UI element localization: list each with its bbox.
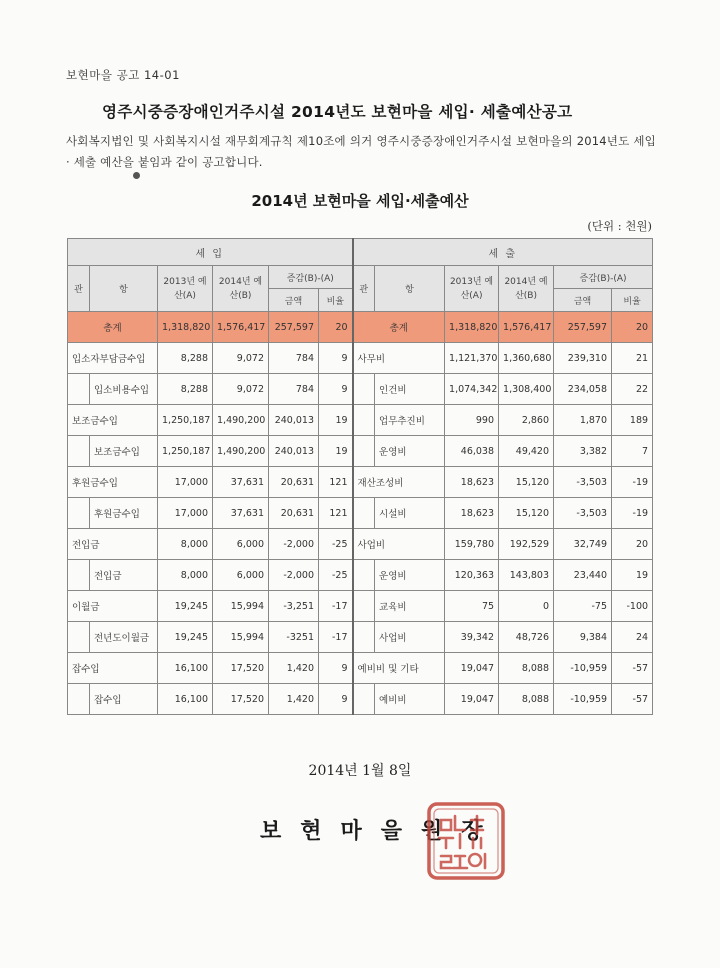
exp-total-label: 총계 <box>353 312 445 343</box>
exp-hang-cell: 업무추진비 <box>375 405 445 436</box>
exp-change-ratio-cell: -19 <box>612 467 653 498</box>
table-title: 2014년 보현마을 세입·세출예산 <box>251 192 469 210</box>
exp-gwan-cell <box>353 498 375 529</box>
rev-2014-cell: 17,520 <box>213 684 269 715</box>
rev-change-amount-cell: 1,420 <box>269 653 319 684</box>
exp-2014-header: 2014년 예산(B) <box>499 266 554 312</box>
exp-total-change: 257,597 <box>554 312 612 343</box>
rev-2013-cell: 16,100 <box>158 684 213 715</box>
total-row <box>68 312 653 343</box>
table-row <box>68 374 653 405</box>
exp-2014-cell: 2,860 <box>499 405 554 436</box>
exp-2013-cell: 19,047 <box>445 684 499 715</box>
exp-gwan-cell: 예비비 및 기타 <box>353 653 445 684</box>
exp-2014-cell: 192,529 <box>499 529 554 560</box>
exp-change-ratio-cell: 189 <box>612 405 653 436</box>
ink-dot <box>133 172 140 179</box>
rev-hang-cell: 잡수입 <box>90 684 158 715</box>
table-row <box>68 405 653 436</box>
rev-change-header: 증감(B)-(A) <box>269 266 353 289</box>
exp-change-amount-cell: 239,310 <box>554 343 612 374</box>
announcement-date: 2014년 1월 8일 <box>308 763 412 779</box>
document-title: 영주시중증장애인거주시설 2014년도 보현마을 세입· 세출예산공고 <box>102 103 573 121</box>
exp-gwan-cell <box>353 436 375 467</box>
exp-change-amount-cell: -3,503 <box>554 498 612 529</box>
exp-change-amount-cell: 234,058 <box>554 374 612 405</box>
rev-hang-cell: 후원금수입 <box>90 498 158 529</box>
exp-2013-cell: 159,780 <box>445 529 499 560</box>
rev-2014-header: 2014년 예산(B) <box>213 266 269 312</box>
rev-2014-cell: 6,000 <box>213 529 269 560</box>
exp-2014-cell: 1,360,680 <box>499 343 554 374</box>
rev-change-ratio-cell: -17 <box>319 622 353 653</box>
rev-ratio-header: 비율 <box>319 289 353 312</box>
exp-hang-cell: 예비비 <box>375 684 445 715</box>
exp-2013-cell: 120,363 <box>445 560 499 591</box>
rev-gwan-cell: 보조금수입 <box>68 405 158 436</box>
rev-change-ratio-cell: 9 <box>319 374 353 405</box>
rev-2014-cell: 1,490,200 <box>213 405 269 436</box>
rev-total-change: 257,597 <box>269 312 319 343</box>
exp-change-ratio-cell: 7 <box>612 436 653 467</box>
exp-2014-cell: 0 <box>499 591 554 622</box>
exp-gwan-cell <box>353 560 375 591</box>
exp-2014-cell: 48,726 <box>499 622 554 653</box>
expense-header: 세 출 <box>353 239 653 266</box>
rev-change-amount-cell: -3251 <box>269 622 319 653</box>
exp-change-ratio-cell: -57 <box>612 653 653 684</box>
rev-gwan-cell: 후원금수입 <box>68 467 158 498</box>
exp-change-amount-cell: 23,440 <box>554 560 612 591</box>
exp-2014-cell: 1,308,400 <box>499 374 554 405</box>
exp-hang-cell: 인건비 <box>375 374 445 405</box>
exp-2013-cell: 1,121,370 <box>445 343 499 374</box>
table-row <box>68 343 653 374</box>
rev-2013-cell: 16,100 <box>158 653 213 684</box>
rev-gwan-cell <box>68 498 90 529</box>
exp-amount-header: 금액 <box>554 289 612 312</box>
exp-change-amount-cell: -10,959 <box>554 684 612 715</box>
rev-gwan-header: 관 <box>68 266 90 312</box>
rev-change-amount-cell: 1,420 <box>269 684 319 715</box>
rev-2014-cell: 15,994 <box>213 591 269 622</box>
exp-gwan-cell <box>353 591 375 622</box>
rev-hang-header: 항 <box>90 266 158 312</box>
exp-2014-cell: 8,088 <box>499 684 554 715</box>
exp-2013-cell: 18,623 <box>445 467 499 498</box>
rev-gwan-cell: 입소자부담금수입 <box>68 343 158 374</box>
rev-2013-cell: 1,250,187 <box>158 405 213 436</box>
rev-change-ratio-cell: 121 <box>319 467 353 498</box>
exp-2014-cell: 15,120 <box>499 498 554 529</box>
exp-hang-cell: 운영비 <box>375 560 445 591</box>
rev-gwan-cell <box>68 560 90 591</box>
rev-gwan-cell <box>68 374 90 405</box>
rev-2013-cell: 8,000 <box>158 560 213 591</box>
signatory: 보현마을원장 <box>260 818 502 844</box>
table-row <box>68 529 653 560</box>
exp-change-ratio-cell: -19 <box>612 498 653 529</box>
rev-gwan-cell <box>68 436 90 467</box>
unit-label: (단위 : 천원) <box>587 219 652 233</box>
exp-total-2014: 1,576,417 <box>499 312 554 343</box>
exp-gwan-cell <box>353 374 375 405</box>
rev-2014-cell: 17,520 <box>213 653 269 684</box>
table-row <box>68 591 653 622</box>
exp-2013-cell: 1,074,342 <box>445 374 499 405</box>
exp-2013-cell: 39,342 <box>445 622 499 653</box>
rev-change-amount-cell: 240,013 <box>269 405 319 436</box>
rev-2014-cell: 37,631 <box>213 498 269 529</box>
rev-2013-cell: 8,288 <box>158 343 213 374</box>
rev-change-amount-cell: -2,000 <box>269 560 319 591</box>
rev-change-amount-cell: 20,631 <box>269 498 319 529</box>
exp-change-ratio-cell: 21 <box>612 343 653 374</box>
rev-2013-cell: 8,288 <box>158 374 213 405</box>
table-row <box>68 684 653 715</box>
rev-2014-cell: 15,994 <box>213 622 269 653</box>
rev-2014-cell: 37,631 <box>213 467 269 498</box>
rev-change-amount-cell: -3,251 <box>269 591 319 622</box>
rev-change-ratio-cell: 19 <box>319 405 353 436</box>
notice-number: 보현마을 공고 14-01 <box>66 68 180 82</box>
rev-change-ratio-cell: -25 <box>319 560 353 591</box>
rev-gwan-cell: 전입금 <box>68 529 158 560</box>
rev-change-ratio-cell: 9 <box>319 684 353 715</box>
table-row <box>68 436 653 467</box>
exp-hang-cell: 운영비 <box>375 436 445 467</box>
exp-hang-header: 항 <box>375 266 445 312</box>
exp-2014-cell: 49,420 <box>499 436 554 467</box>
exp-gwan-cell <box>353 684 375 715</box>
rev-2013-header: 2013년 예산(A) <box>158 266 213 312</box>
exp-change-ratio-cell: -100 <box>612 591 653 622</box>
rev-gwan-cell <box>68 622 90 653</box>
rev-change-amount-cell: 784 <box>269 343 319 374</box>
exp-hang-cell: 교육비 <box>375 591 445 622</box>
rev-change-amount-cell: -2,000 <box>269 529 319 560</box>
rev-2013-cell: 17,000 <box>158 467 213 498</box>
rev-total-ratio: 20 <box>319 312 353 343</box>
table-row <box>68 560 653 591</box>
exp-gwan-header: 관 <box>353 266 375 312</box>
rev-gwan-cell <box>68 684 90 715</box>
exp-change-amount-cell: 1,870 <box>554 405 612 436</box>
rev-hang-cell: 전입금 <box>90 560 158 591</box>
exp-2013-header: 2013년 예산(A) <box>445 266 499 312</box>
exp-gwan-cell: 사업비 <box>353 529 445 560</box>
exp-2013-cell: 990 <box>445 405 499 436</box>
exp-change-ratio-cell: 19 <box>612 560 653 591</box>
table-row <box>68 498 653 529</box>
exp-change-amount-cell: -75 <box>554 591 612 622</box>
budget-table <box>67 238 653 715</box>
rev-change-amount-cell: 20,631 <box>269 467 319 498</box>
rev-change-ratio-cell: -25 <box>319 529 353 560</box>
exp-2014-cell: 143,803 <box>499 560 554 591</box>
exp-change-amount-cell: 3,382 <box>554 436 612 467</box>
exp-ratio-header: 비율 <box>612 289 653 312</box>
exp-2013-cell: 19,047 <box>445 653 499 684</box>
rev-change-ratio-cell: 121 <box>319 498 353 529</box>
exp-change-ratio-cell: 22 <box>612 374 653 405</box>
exp-change-header: 증감(B)-(A) <box>554 266 653 289</box>
rev-change-ratio-cell: -17 <box>319 591 353 622</box>
exp-2013-cell: 46,038 <box>445 436 499 467</box>
table-row <box>68 467 653 498</box>
rev-2013-cell: 1,250,187 <box>158 436 213 467</box>
rev-change-amount-cell: 784 <box>269 374 319 405</box>
exp-total-ratio: 20 <box>612 312 653 343</box>
intro-paragraph: 사회복지법인 및 사회복지시설 재무회계규칙 제10조에 의거 영주시중증장애인거주시설 보현마을의 2014년도 세입· 세출 예산을 붙임과 같이 공고합니다. <box>66 134 656 169</box>
exp-hang-cell: 사업비 <box>375 622 445 653</box>
rev-2013-cell: 19,245 <box>158 622 213 653</box>
rev-2014-cell: 9,072 <box>213 343 269 374</box>
exp-change-ratio-cell: 24 <box>612 622 653 653</box>
rev-change-ratio-cell: 19 <box>319 436 353 467</box>
rev-change-amount-cell: 240,013 <box>269 436 319 467</box>
exp-gwan-cell <box>353 622 375 653</box>
exp-2013-cell: 18,623 <box>445 498 499 529</box>
exp-change-ratio-cell: 20 <box>612 529 653 560</box>
table-row <box>68 653 653 684</box>
exp-change-amount-cell: -10,959 <box>554 653 612 684</box>
rev-gwan-cell: 이월금 <box>68 591 158 622</box>
exp-change-amount-cell: 9,384 <box>554 622 612 653</box>
exp-2014-cell: 15,120 <box>499 467 554 498</box>
rev-amount-header: 금액 <box>269 289 319 312</box>
rev-change-ratio-cell: 9 <box>319 343 353 374</box>
rev-change-ratio-cell: 9 <box>319 653 353 684</box>
rev-2014-cell: 9,072 <box>213 374 269 405</box>
table-row <box>68 622 653 653</box>
official-seal-stamp <box>425 800 507 882</box>
rev-total-2013: 1,318,820 <box>158 312 213 343</box>
exp-change-amount-cell: -3,503 <box>554 467 612 498</box>
rev-2013-cell: 19,245 <box>158 591 213 622</box>
exp-total-2013: 1,318,820 <box>445 312 499 343</box>
rev-2014-cell: 6,000 <box>213 560 269 591</box>
exp-change-amount-cell: 32,749 <box>554 529 612 560</box>
rev-2013-cell: 8,000 <box>158 529 213 560</box>
revenue-header: 세 입 <box>68 239 353 266</box>
exp-2013-cell: 75 <box>445 591 499 622</box>
rev-gwan-cell: 잡수입 <box>68 653 158 684</box>
exp-gwan-cell <box>353 405 375 436</box>
rev-2013-cell: 17,000 <box>158 498 213 529</box>
exp-2014-cell: 8,088 <box>499 653 554 684</box>
exp-gwan-cell: 사무비 <box>353 343 445 374</box>
rev-2014-cell: 1,490,200 <box>213 436 269 467</box>
rev-hang-cell: 보조금수입 <box>90 436 158 467</box>
rev-hang-cell: 입소비용수입 <box>90 374 158 405</box>
exp-hang-cell: 시설비 <box>375 498 445 529</box>
exp-gwan-cell: 재산조성비 <box>353 467 445 498</box>
rev-total-2014: 1,576,417 <box>213 312 269 343</box>
rev-total-label: 총계 <box>68 312 158 343</box>
rev-hang-cell: 전년도이월금 <box>90 622 158 653</box>
exp-change-ratio-cell: -57 <box>612 684 653 715</box>
